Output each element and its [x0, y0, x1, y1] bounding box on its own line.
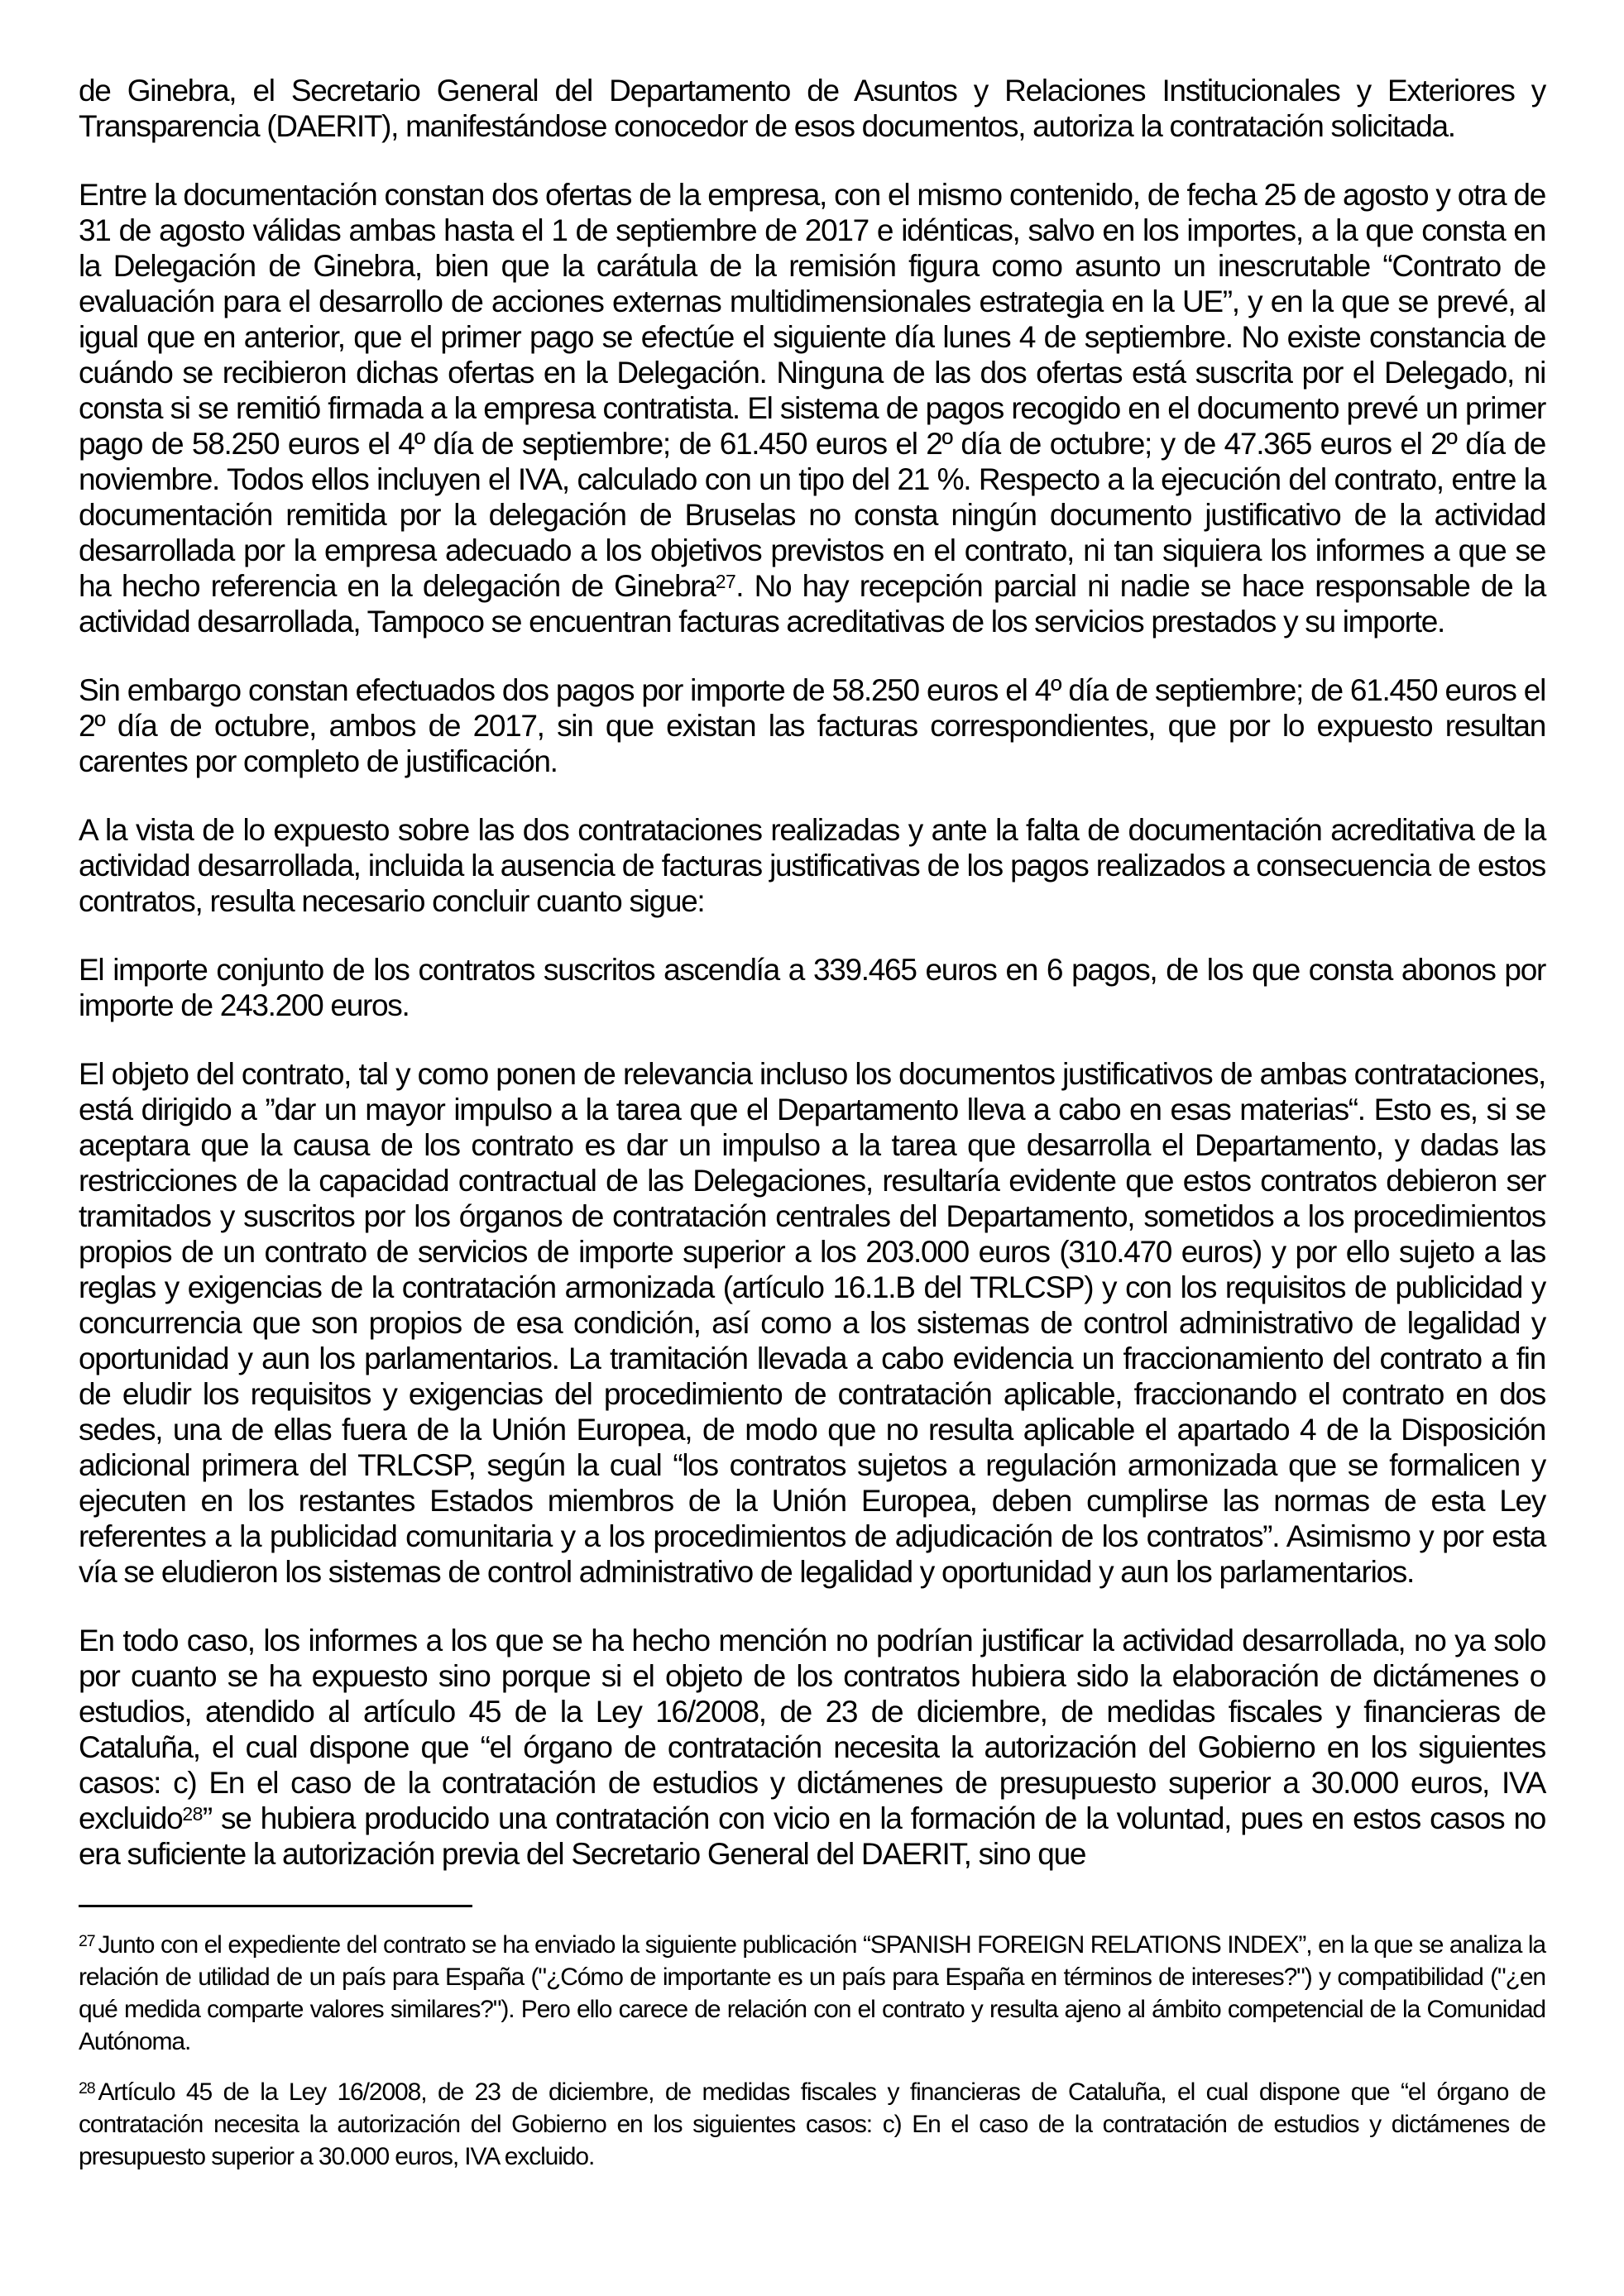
paragraph	[79, 812, 1545, 919]
document-body	[79, 73, 1545, 1872]
footnote-reference: 27	[715, 570, 736, 592]
footnote-text: Junto con el expediente del contrato se ha enviado la siguiente publicación “SPANISH FOREIGN RELATIONS INDEX”, en la que se analiza la relación de utilidad de un país para España ("¿Cómo de importante es un país para España en términos de intereses?") y compatibilidad ("¿en qué medida comparte valores similares?"). Pero ello carece de relación con el contrato y resulta ajeno al ámbito competencial de la Comunidad Autónoma.	[79, 1931, 1545, 2055]
paragraph-text: A la vista de lo expuesto sobre las dos contrataciones realizadas y ante la falta de documentación acreditativa de la actividad desarrollada, incluida la ausencia de facturas justificativas de los pagos realizados a consecuencia de estos contratos, resulta necesario concluir cuanto sigue:	[79, 813, 1545, 918]
footnote	[79, 1929, 1545, 2058]
paragraph-text: En todo caso, los informes a los que se ha hecho mención no podrían justificar la actividad desarrollada, no ya solo por cuanto se ha expuesto sino porque si el objeto de los contratos hubiera sido la elaboración de dictámenes o estudios, atendido al artículo 45 de la Ley 16/2008, de 23 de diciembre, de medidas fiscales y financieras de Cataluña, el cual dispone que “el órgano de contratación necesita la autorización del Gobierno en los siguientes casos: c) En el caso de la contratación de estudios y dictámenes de presupuesto superior a 30.000 euros, IVA excluido	[79, 1624, 1545, 1835]
paragraph-text: El importe conjunto de los contratos suscritos ascendía a 339.465 euros en 6 pagos, de los que consta abonos por importe de 243.200 euros.	[79, 953, 1545, 1022]
paragraph	[79, 73, 1545, 144]
paragraph-text: Sin embargo constan efectuados dos pagos por importe de 58.250 euros el 4º día de septiembre; de 61.450 euros el 2º día de octubre, ambos de 2017, sin que existan las facturas correspondientes, que por lo expuesto resultan carentes por completo de justificación.	[79, 673, 1545, 778]
paragraph	[79, 952, 1545, 1023]
paragraph	[79, 1056, 1545, 1590]
paragraph	[79, 177, 1545, 639]
paragraph-text: Entre la documentación constan dos ofertas de la empresa, con el mismo contenido, de fecha 25 de agosto y otra de 31 de agosto válidas ambas hasta el 1 de septiembre de 2017 e idénticas, salvo en los importes, a la que consta en la Delegación de Ginebra, bien que la carátula de la remisión figura como asunto un inescrutable “Contrato de evaluación para el desarrollo de acciones externas multidimensionales estrategia en la UE”, y en la que se prevé, al igual que en anterior, que el primer pago se efectúe el siguiente día lunes 4 de septiembre. No existe constancia de cuándo se recibieron dichas ofertas en la Delegación. Ninguna de las dos ofertas está suscrita por el Delegado, ni consta si se remitió firmada a la empresa contratista. El sistema de pagos recogido en el documento prevé un primer pago de 58.250 euros el 4º día de septiembre; de 61.450 euros el 2º día de octubre; y de 47.365 euros el 2º día de noviembre. Todos ellos incluyen el IVA, calculado con un tipo del 21 %. Respecto a la ejecución del contrato, entre la documentación remitida por la delegación de Bruselas no consta ningún documento justificativo de la actividad desarrollada por la empresa adecuado a los objetivos previstos en el contrato, ni tan siquiera los informes a que se ha hecho referencia en la delegación de Ginebra	[79, 178, 1545, 603]
footnotes-section	[79, 1929, 1545, 2173]
footnote-separator	[79, 1905, 472, 1907]
paragraph-text: El objeto del contrato, tal y como ponen de relevancia incluso los documentos justificativos de ambas contrataciones, está dirigido a ”dar un mayor impulso a la tarea que el Departamento lleva a cabo en esas materias“. Esto es, si se aceptara que la causa de los contrato es dar un impulso a la tarea que desarrolla el Departamento, y dadas las restricciones de la capacidad contractual de las Delegaciones, resultaría evidente que estos contratos debieron ser tramitados y suscritos por los órganos de contratación centrales del Departamento, sometidos a los procedimientos propios de un contrato de servicios de importe superior a los 203.000 euros (310.470 euros) y por ello sujeto a las reglas y exigencias de la contratación armonizada (artículo 16.1.B del TRLCSP) y con los requisitos de publicidad y concurrencia que son propios de esa condición, así como a los sistemas de control administrativo de legalidad y oportunidad y aun los parlamentarios. La tramitación llevada a cabo evidencia un fraccionamiento del contrato a fin de eludir los requisitos y exigencias del procedimiento de contratación aplicable, fraccionando el contrato en dos sedes, una de ellas fuera de la Unión Europea, de modo que no resulta aplicable el apartado 4 de la Disposición adicional primera del TRLCSP, según la cual “los contratos sujetos a regulación armonizada que se formalicen y ejecuten en los restantes Estados miembros de la Unión Europea, deben cumplirse las normas de esta Ley referentes a la publicidad comunitaria y a los procedimientos de adjudicación de los contratos”. Asimismo y por esta vía se eludieron los sistemas de control administrativo de legalidad y oportunidad y aun los parlamentarios.	[79, 1057, 1545, 1589]
paragraph-text: . No hay recepción parcial ni nadie se hace responsable de la actividad desarrollada, Tampoco se encuentran facturas acreditativas de los servicios prestados y su importe.	[79, 569, 1545, 639]
footnote-number: 27	[79, 1932, 95, 1951]
footnote-text: Artículo 45 de la Ley 16/2008, de 23 de diciembre, de medidas fiscales y financieras de Cataluña, el cual dispone que “el órgano de contratación necesita la autorización del Gobierno en los siguientes casos: c) En el caso de la contratación de estudios y dictámenes de presupuesto superior a 30.000 euros, IVA excluido.	[79, 2078, 1545, 2170]
paragraph	[79, 672, 1545, 779]
footnote-reference: 28	[182, 1802, 203, 1825]
footnote-number: 28	[79, 2079, 95, 2098]
paragraph-text: de Ginebra, el Secretario General del Departamento de Asuntos y Relaciones Institucionales y Exteriores y Transparencia (DAERIT), manifestándose conocedor de esos documentos, autoriza la contratación solicitada.	[79, 74, 1545, 143]
footnote	[79, 2076, 1545, 2173]
paragraph-text: ” se hubiera producido una contratación con vicio en la formación de la voluntad, pues en estos casos no era suficiente la autorización previa del Secretario General del DAERIT, sino que	[79, 1801, 1545, 1871]
paragraph	[79, 1623, 1545, 1872]
